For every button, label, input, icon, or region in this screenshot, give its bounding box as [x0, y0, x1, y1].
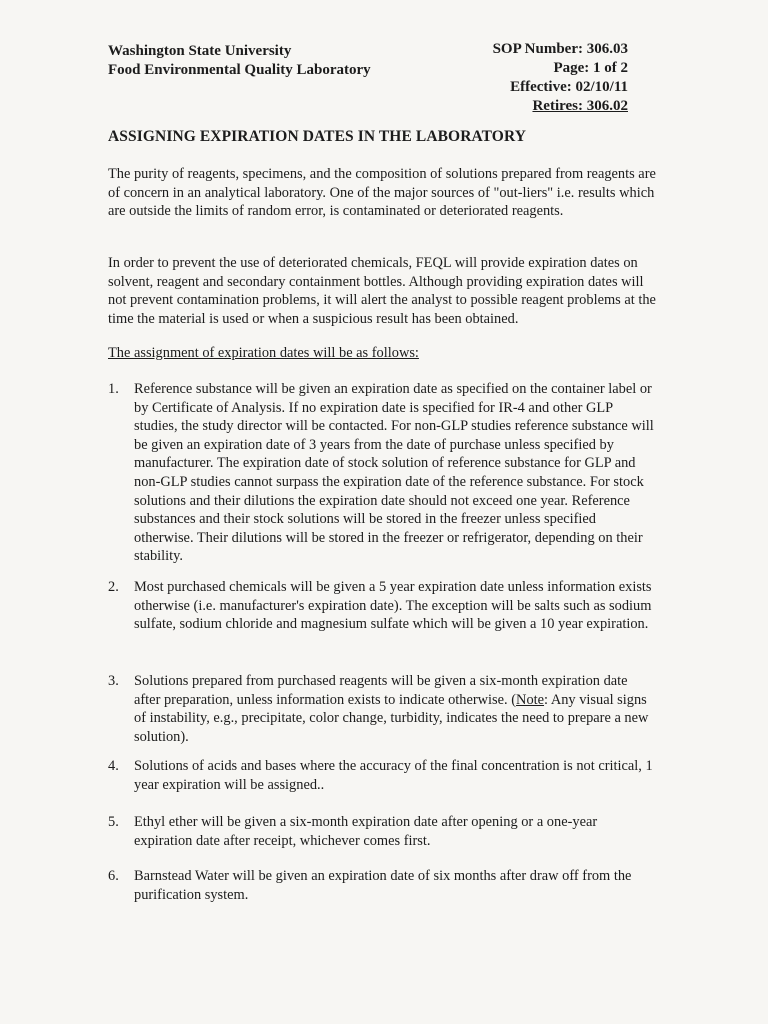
sop-number: SOP Number: 306.03	[492, 41, 628, 57]
list-item	[108, 672, 656, 746]
list-item-number: 5.	[108, 814, 119, 830]
list-item-text-end: : Any visual signs of instability, e.g., precipitate, color change, turbidity, indicates the need to prepare a new solution).	[134, 691, 649, 745]
purpose-paragraph: In order to prevent the use of deteriorated chemicals, FEQL will provide expiration dates on solvent, reagent and secondary containment bottles. Although providing expiration dates will not prevent contamination problems, it will alert the analyst to possible reagent problems at the time the material is used or when a suspicious result has been obtained.	[108, 255, 656, 327]
list-item-number: 6.	[108, 868, 119, 884]
university-name: Washington State University	[108, 43, 292, 59]
header-organization	[108, 42, 371, 80]
list-item	[108, 813, 656, 850]
list-item-text: Barnstead Water will be given an expiration date of six months after draw off from the purification system.	[134, 868, 632, 903]
list-item-text: Most purchased chemicals will be given a 5 year expiration date unless information exists otherwise (i.e. manufacturer's expiration date). The exception will be salts such as sodium sulfate, sodium chloride and magnesium sulfate which will be given a 10 year expiration.	[134, 579, 652, 633]
list-item-number: 1.	[108, 381, 119, 397]
list-item	[108, 380, 656, 566]
list-item-text: Solutions of acids and bases where the accuracy of the final concentration is not critical, 1 year expiration will be assigned..	[134, 758, 653, 793]
list-item-number: 4.	[108, 758, 119, 774]
document-title: ASSIGNING EXPIRATION DATES IN THE LABORATORY	[108, 128, 526, 145]
laboratory-name: Food Environmental Quality Laboratory	[108, 62, 371, 78]
list-item	[108, 757, 656, 794]
list-item-number: 2.	[108, 579, 119, 595]
effective-date: Effective: 02/10/11	[510, 79, 628, 95]
list-item-number: 3.	[108, 673, 119, 689]
list-item	[108, 578, 656, 634]
list-item-text: Ethyl ether will be given a six-month expiration date after opening or a one-year expiration date after receipt, whichever comes first.	[134, 814, 598, 849]
intro-paragraph: The purity of reagents, specimens, and the composition of solutions prepared from reagents are of concern in an analytical laboratory. One of the major sources of "out-liers" i.e. results which are outside the limits of random error, is contaminated or deteriorated reagents.	[108, 166, 656, 220]
list-item-text: Reference substance will be given an expiration date as specified on the container label or by Certificate of Analysis. If no expiration date is specified for IR-4 and other GLP studies, the study director will be contacted. For non-GLP studies reference substance will be given an expiration date of 3 years from the date of purchase unless specified by manufacturer. The expiration date of stock solution of reference substance for GLP and non-GLP studies cannot surpass the expiration date of the reference substance. For stock solutions and their dilutions the expiration date should not exceed one year. Reference substances and their stock solutions will be stored in the freezer unless specified otherwise. Their dilutions will be stored in the freezer or refrigerator, depending on their stability.	[134, 381, 654, 565]
retires-sop: Retires: 306.02	[532, 98, 628, 114]
header-sop-info	[493, 40, 628, 116]
note-label: Note	[516, 691, 545, 708]
list-item	[108, 867, 656, 904]
assignment-subheading: The assignment of expiration dates will be as follows:	[108, 345, 419, 361]
list-item-text	[134, 672, 656, 746]
page-number: Page: 1 of 2	[553, 60, 628, 76]
list-item-text-start: Solutions prepared from purchased reagents will be given a six-month expiration date after preparation, unless information exists to indicate otherwise. (	[134, 673, 628, 708]
